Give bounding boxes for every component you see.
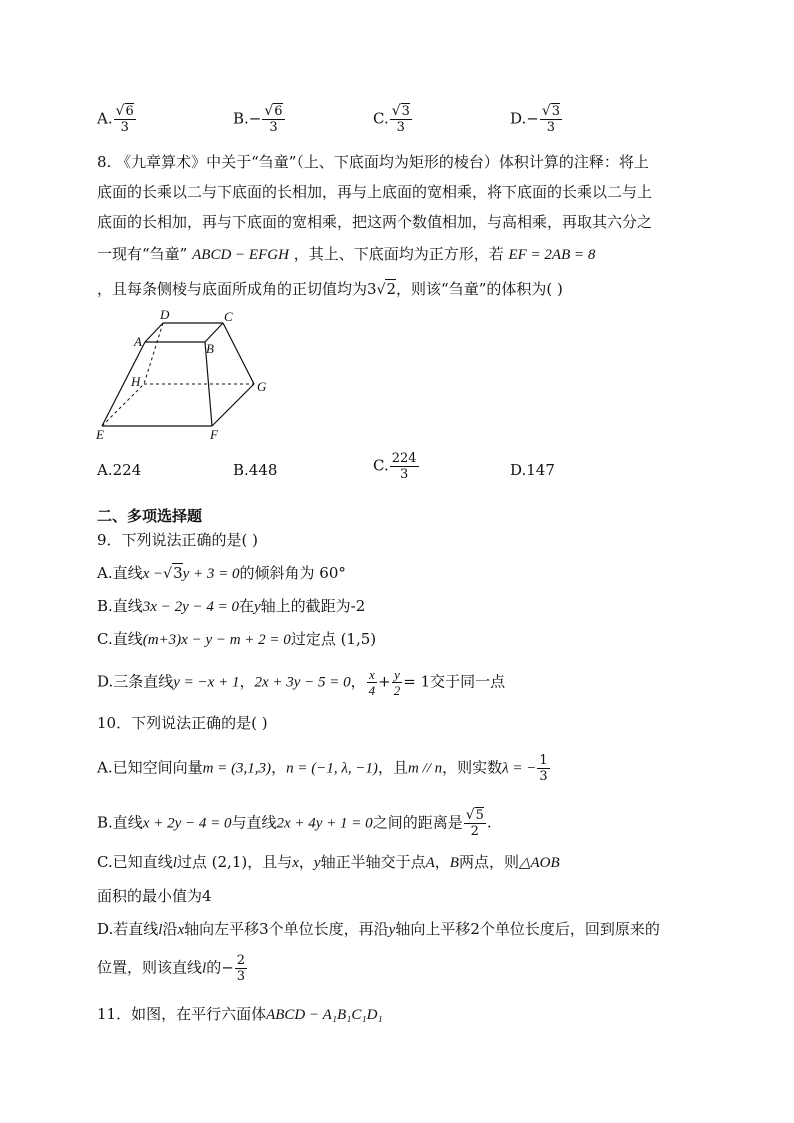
denominator: 2	[470, 824, 479, 839]
fraction	[392, 667, 403, 698]
variable: l	[202, 960, 207, 977]
fraction: $\frac{√3}{3}$	[541, 103, 561, 135]
numerator: 5	[475, 808, 484, 823]
label-g: G	[257, 379, 267, 394]
math-expression: x −	[142, 566, 164, 582]
edge-cb	[205, 323, 223, 342]
section-title: 二、多项选择题	[97, 507, 203, 525]
text: 轴正半轴交于点	[320, 853, 426, 871]
text: 11．如图，在平行六面体	[97, 1005, 267, 1023]
label-d: D	[160, 307, 170, 322]
fraction	[235, 953, 247, 984]
radicand: 2	[386, 280, 397, 298]
text: 过点 (2,1)，且与	[176, 853, 293, 871]
coefficient: 3	[367, 280, 377, 298]
text: 与直线	[231, 813, 277, 832]
denominator: 3	[399, 467, 409, 482]
text: A.已知空间向量	[97, 758, 203, 777]
q7-option-b	[233, 104, 286, 135]
math-expression: = 1	[403, 672, 431, 691]
minus-sign: −	[526, 109, 539, 128]
numerator: 6	[274, 104, 283, 119]
numerator: 3	[401, 104, 410, 119]
option-label: D.	[510, 109, 527, 128]
math-expression: ABCD − A₁B₁C₁D₁	[266, 1007, 383, 1023]
text: .	[486, 813, 492, 832]
math-expression: EF = 2AB = 8	[508, 247, 596, 263]
q10-option-b	[97, 808, 492, 839]
text: 两点，则	[458, 853, 519, 871]
denominator: 3	[120, 120, 129, 135]
minus-sign: −	[221, 958, 234, 977]
q10-option-d	[97, 919, 660, 940]
fraction	[367, 667, 378, 698]
text: ，	[239, 672, 255, 691]
q8-line-3: 底面的长相加，再与下底面的宽相乘，把这两个数值相加，与高相乘，再取其六分之	[97, 213, 653, 231]
q7-option-a	[97, 104, 137, 135]
q8-line-5: ，且每条侧棱与底面所成角的正切值均为3√2，则该“刍童”的体积为( )	[97, 280, 563, 298]
edge-cg	[223, 323, 254, 384]
label-c: C	[224, 309, 233, 324]
frustum-figure	[92, 306, 282, 446]
q10-option-d-line-2	[97, 953, 248, 984]
radicand: 3	[173, 564, 183, 582]
text: C.已知直线	[97, 853, 173, 871]
fraction: $\frac{√5}{2}$	[465, 807, 484, 839]
denominator: 4	[368, 683, 376, 698]
math-expression: m = (3,1,3)	[202, 760, 272, 777]
math-expression: 2x + 4y + 1 = 0	[276, 815, 373, 832]
denominator: 3	[546, 120, 556, 135]
denominator: 3	[236, 969, 246, 984]
label-b: B	[206, 341, 214, 356]
fraction: $\frac{√6}{3}$	[264, 103, 283, 135]
q8-option-d: D.147	[510, 461, 555, 479]
text: ，	[434, 853, 450, 871]
denominator: 3	[539, 769, 548, 784]
q9-option-d	[97, 667, 505, 698]
label-a: A	[134, 334, 142, 349]
fraction	[537, 753, 549, 784]
fraction: $\frac{√6}{3}$	[115, 103, 134, 135]
denominator: 3	[396, 120, 405, 135]
variable: B	[449, 855, 459, 871]
numerator: 1	[539, 753, 548, 768]
denominator: 3	[269, 120, 278, 135]
text: D.三条直线	[97, 672, 174, 691]
q10-option-c	[97, 852, 560, 873]
q10-option-a	[97, 753, 551, 784]
q8-line-2: 底面的长乘以二与下底面的长相加，再与上底面的宽相乘，将下底面的长乘以二与上	[97, 183, 653, 201]
fraction	[390, 451, 419, 482]
math-expression: ABCD − EFGH	[192, 247, 289, 263]
q9-option-b	[97, 596, 365, 617]
fraction: $\frac{√3}{3}$	[391, 103, 410, 135]
math-expression: n = (−1, λ, −1)	[286, 760, 378, 777]
text: B.直线	[97, 597, 143, 615]
label-e: E	[96, 427, 104, 442]
text: 轴向上平移2个单位长度后，回到原来的	[395, 920, 660, 938]
variable: y	[254, 599, 261, 615]
text: 轴向左平移3个单位长度，再沿	[184, 920, 389, 938]
q9-stem: 9．下列说法正确的是( )	[97, 531, 259, 549]
minus-sign: −	[248, 109, 262, 128]
text: 的倾斜角为 60°	[239, 564, 346, 582]
variable: l	[158, 922, 163, 938]
variable: y	[388, 922, 396, 938]
plus-sign: +	[378, 672, 391, 691]
option-label: B.	[233, 109, 249, 128]
label-h: H	[131, 374, 141, 389]
edge-fg	[212, 384, 254, 426]
denominator: 2	[393, 683, 401, 698]
math-expression: x + 2y − 4 = 0	[142, 815, 232, 832]
numerator: 2	[236, 953, 246, 968]
q7-option-c	[373, 104, 413, 135]
math-expression: y + 3 = 0	[182, 566, 240, 582]
text: D.若直线	[97, 920, 159, 938]
math-expression: △AOB	[518, 855, 560, 871]
q8-line-1: 8. 《九章算术》中关于“刍童”（上、下底面均为矩形的棱台）体积计算的注释：将上	[97, 153, 649, 171]
text: ，	[298, 853, 314, 871]
variable: A	[425, 855, 435, 871]
numerator: x	[367, 667, 378, 683]
math-expression: 2x + 3y − 5 = 0	[254, 674, 351, 691]
text: 过定点 (1,5)	[290, 630, 377, 648]
text: C.直线	[97, 630, 143, 648]
numerator: 3	[551, 104, 561, 119]
text: 之间的距离是	[372, 813, 463, 832]
option-label: C.	[373, 109, 389, 128]
text: 一现有“刍童”	[97, 245, 188, 263]
text: 沿	[162, 920, 178, 938]
option-label: C.	[373, 456, 389, 475]
q10-option-c-line-2: 面积的最小值为4	[97, 887, 212, 905]
text: A.直线	[97, 564, 143, 582]
edge-eh-hidden	[102, 384, 144, 426]
q9-option-c	[97, 629, 376, 650]
q8-line-4	[97, 244, 595, 265]
math-expression: λ = −	[502, 760, 537, 777]
q10-stem: 10．下列说法正确的是( )	[97, 714, 268, 732]
option-label: A.	[97, 109, 113, 128]
numerator: y	[392, 667, 403, 683]
text: ，其上、下底面均为正方形，若	[293, 245, 504, 263]
variable: l	[172, 855, 177, 871]
numerator: 6	[125, 104, 134, 119]
math-expression: m // n	[407, 760, 443, 777]
label-f: F	[210, 427, 218, 442]
q11-stem	[97, 1004, 383, 1025]
math-expression: 3x − 2y − 4 = 0	[142, 599, 239, 615]
edge-dh-hidden	[144, 323, 163, 384]
variable: x	[292, 855, 299, 871]
q8-option-a: A.224	[97, 461, 142, 479]
text: ，则实数	[442, 758, 503, 777]
q8-option-b: B.448	[233, 461, 278, 479]
text: 轴上的截距为-2	[260, 597, 366, 615]
numerator: 224	[391, 451, 417, 466]
q8-option-c	[373, 451, 420, 482]
variable: x	[177, 922, 185, 938]
math-expression: y = −x + 1	[173, 674, 240, 691]
text: ，且	[377, 758, 408, 777]
text: ，则该“刍童”的体积为( )	[396, 280, 563, 298]
variable: y	[313, 855, 321, 871]
text: 在	[238, 597, 254, 615]
text: ，	[350, 672, 366, 691]
q7-option-d	[510, 104, 563, 135]
math-expression: (m+3)x − y − m + 2 = 0	[142, 632, 291, 648]
text: ，	[271, 758, 287, 777]
q9-option-a: A.直线x −√3y + 3 = 0的倾斜角为 60°	[97, 564, 346, 582]
edge-ad	[145, 323, 163, 342]
text: 交于同一点	[430, 672, 506, 691]
text: B.直线	[97, 813, 143, 832]
text: 位置，则该直线	[97, 958, 203, 977]
text: 的	[206, 958, 222, 977]
text: ，且每条侧棱与底面所成角的正切值均为	[97, 280, 368, 298]
